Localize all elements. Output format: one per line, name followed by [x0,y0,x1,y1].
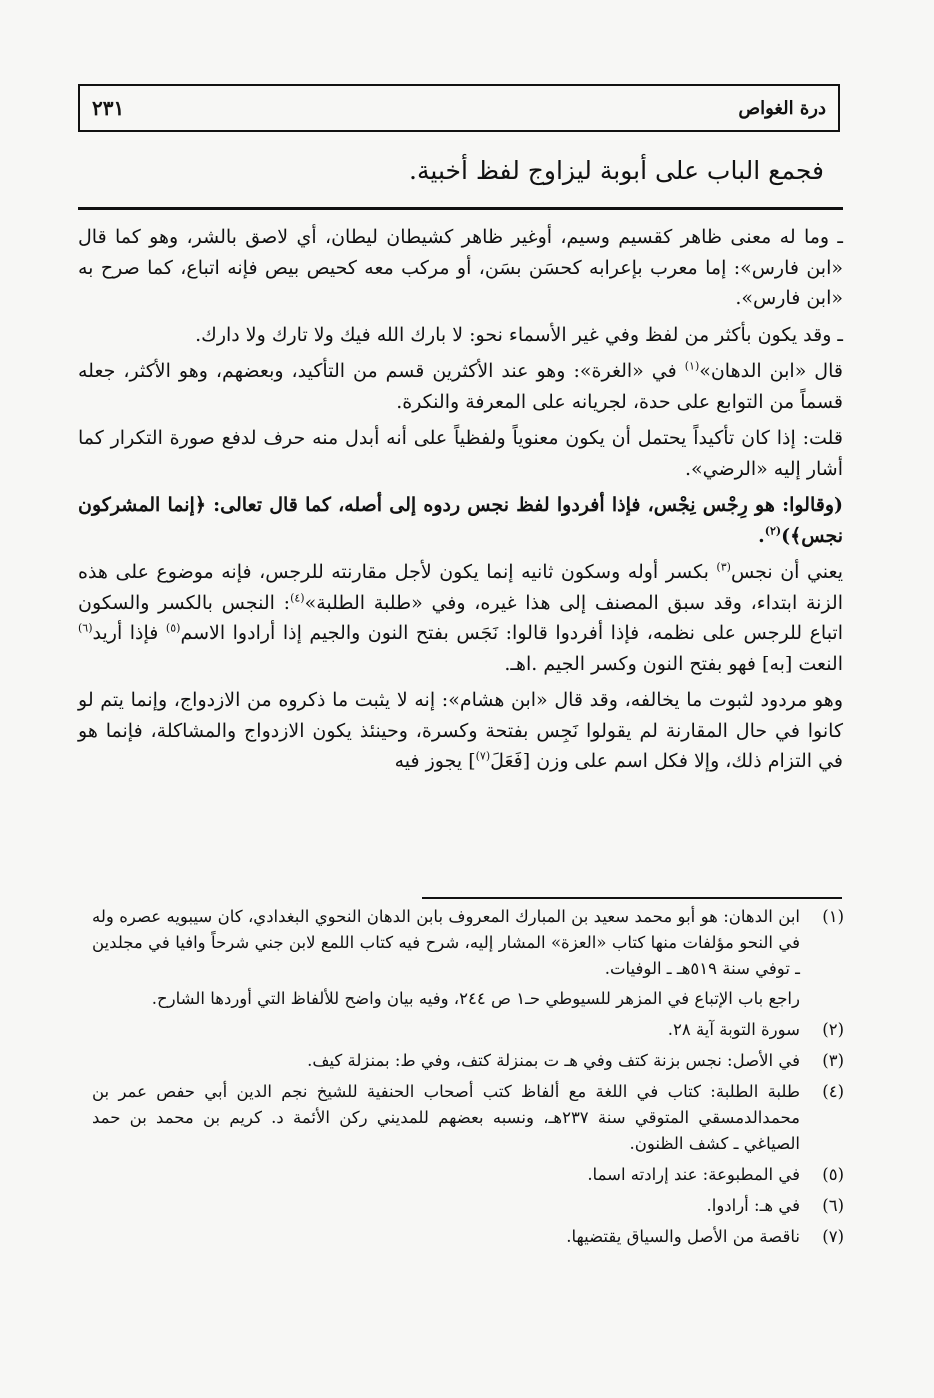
paragraph-3-text: قال «ابن الدهان» [699,360,843,382]
footnote-ref-5: (٥) [165,621,181,635]
footnote-4 [92,1079,844,1157]
footnote-text: سورة التوبة آية ٢٨. [667,1020,800,1039]
page-number: ٢٣١ [92,96,125,120]
footnotes [92,904,844,1255]
footnote-number: (٥) [822,1165,844,1184]
footnote-number: (٤) [822,1082,844,1101]
footnote-text: في الأصل: نجس بزنة كتف وفي هـ ت بمنزلة كتف، وفي ط: بمنزلة كيف. [307,1051,800,1070]
footnote-6 [92,1193,844,1219]
footnote-5 [92,1162,844,1188]
paragraph-5-end: . [758,524,765,547]
footnote-number: (٢) [822,1020,844,1039]
footnote-7 [92,1224,844,1250]
verse-divider [78,207,843,210]
paragraph-6-text-d: فإذا أريد [92,622,166,644]
footnote-3 [92,1048,844,1074]
footnote-ref-3: (٣) [716,560,731,574]
paragraph-7-text-a: وهو مردود لثبوت ما يخالفه، وقد قال «ابن هشام»: إنه لا يثبت ما ذكروه من الازدواج، وإنما يتم لو كانوا في حال المقارنة لم يقولوا نَجِس بفتحة وكسرة، وحينئذ يكون الازدواج والمشاكلة، فإنما هو في التزام ذلك، وإلا فكل اسم على وزن [فَعَلَ [78,689,843,772]
footnote-text: في هـ: أرادوا. [706,1196,800,1215]
footnote-number: (٧) [822,1227,844,1246]
footnote-ref-6: (٦) [78,621,93,635]
paragraph-6-text-a: يعني أن نجس [730,561,843,583]
footnote-number: (١) [822,907,844,926]
footnote-text: طلبة الطلبة: كتاب في اللغة مع ألفاظ كتب أصحاب الحنفية للشيخ نجم الدين أبي حفص عمر بن محمدالدمسقي المتوقي سنة ٢٣٧هـ، ونسبه بعضهم للمديني ركن الأئمة د. كريم بن محمد بن حمد الصياغي ـ كشف الظنون. [92,1082,800,1153]
paragraph-6-text-e: النعت [به] فهو بفتح النون وكسر الجيم .اهـ. [504,652,843,675]
footnote-body [92,904,800,1012]
paragraph-5-quote [78,490,843,551]
footnote-ref-2: (٢) [764,524,782,538]
footnote-1 [92,904,844,1012]
paragraph-5-text: (وقالوا: هو رِجْس نِجْس، فإذا أفردوا لفظ نجس ردوه إلى أصله، كما قال تعالى: ﴿إنما المشركون نجس﴾) [78,494,843,547]
paragraph-3 [78,356,843,417]
main-text [78,222,843,783]
paragraph-7-text-b: ] يجوز فيه [394,750,476,772]
running-header [78,84,840,132]
footnote-ref-7: (٧) [475,749,491,763]
footnote-ref-1: (١) [684,359,700,373]
paragraph-2: ـ وقد يكون بأكثر من لفظ وفي غير الأسماء نحو: لا بارك الله فيك ولا تارك ولا دارك. [195,323,843,346]
footnote-text: ناقصة من الأصل والسياق يقتضيها. [566,1227,800,1246]
running-title: درة الغواص [738,97,826,119]
paragraph-4: قلت: إذا كان تأكيداً يحتمل أن يكون معنوياً ولفظياً على أنه أبدل منه حرف لدفع صورة التكرار كما أشار إليه «الرضي». [78,427,843,480]
footnote-number: (٣) [822,1051,844,1070]
paragraph-3-text-rest: في «الغرة»: وهو عند الأكثرين قسم من التأكيد، وبعضهم، وهو الأكثر، جعله قسماً من التوابع على حدة، لجريانه على المعرفة والنكرة. [78,360,843,413]
footnote-number: (٦) [822,1196,844,1215]
footnote-2 [92,1017,844,1043]
paragraph-1: ـ وما له معنى ظاهر كقسيم وسيم، أوغير ظاهر كشيطان ليطان، أي لاصق بالشر، وهو كما قال «ابن فارس»: إما معرب بإعرابه كحسَن بسَن، أو مركب معه كحيص بيص فإنه اتباع، كما صرح به «ابن فارس». [78,226,843,309]
verse-line: فجمع الباب على أبوبة ليزاوج لفظ أخبية. [409,156,824,185]
footnote-subtext: راجع باب الإتباع في المزهر للسيوطي حـ١ ص ٢٤٤، وفيه بيان واضح للألفاظ التي أوردها الشارح. [151,989,800,1008]
paragraph-6-text-c: : النجس بالكسر والسكون اتباع للرجس على نظمه، فإذا أفردوا قالوا: نَجَس بفتح النون والجيم إذا أرادوا الاسم [78,591,843,644]
footnote-text: ابن الدهان: هو أبو محمد سعيد بن المبارك المعروف بابن الدهان النحوي البغدادي، كان سيبويه عصره وله في النحو مؤلفات منها كتاب «العزة» المشار إليه، شرح فيه كتاب اللمع لابن جني شرحاً وافيا في مجلدين ـ توفي سنة ٥١٩هـ ـ الوفيات. [92,907,800,978]
paragraph-6 [78,557,843,679]
footnote-divider [422,897,842,899]
paragraph-6-text-b: بكسر أوله وسكون ثانيه إنما يكون لأجل مقارنته للرجس، فإنه موضوع على هذه الزنة ابتداء، وقد سبق المصنف إلى هذا غيره، وفي «طلبة الطلبة» [78,561,843,614]
footnote-ref-4: (٤) [290,591,305,605]
paragraph-7 [78,685,843,777]
footnote-text: في المطبوعة: عند إرادته اسما. [587,1165,800,1184]
